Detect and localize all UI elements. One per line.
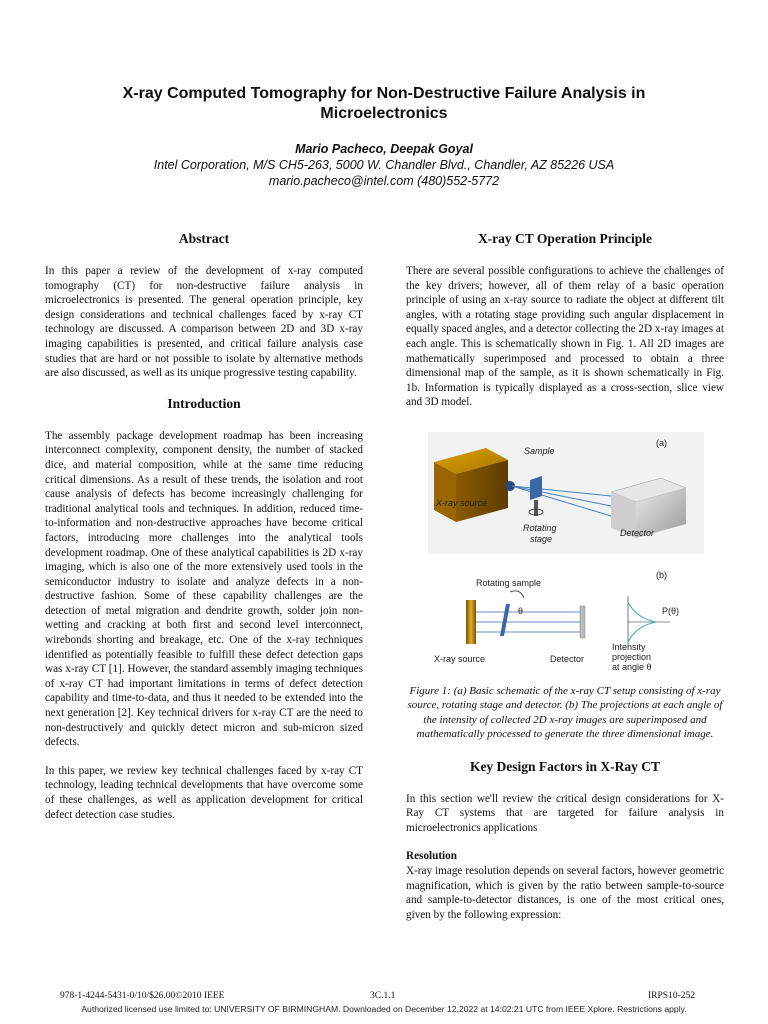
abstract-text: In this paper a review of the development of x-ray computed tomography (CT) for non-destructive failure analysis in microelectronics is presented. The general operation principle, key design considerations and technical challenges faced by x-ray CT technology are discussed. A comparison between 2D and 3D x-ray imaging capabilities is presented, and critical failure analysis case studies that are hard or not possible to isolate by alternative methods are also discussed, as well as its unique progressive testing capability. <box>45 265 363 380</box>
footer-isbn: 978-1-4244-5431-0/10/$26.00©2010 IEEE <box>60 991 225 1001</box>
xray-source-b <box>466 600 476 644</box>
figure-1-schematic <box>406 430 724 680</box>
design-factors-heading: Key Design Factors in X-Ray CT <box>469 758 661 774</box>
license-notice: Authorized licensed use limited to: UNIVERSITY OF BIRMINGHAM. Downloaded on December 12,2022 at 14:02:21 UTC from IEEE Xplore. Restrictions apply. <box>81 1004 687 1014</box>
label-stage: stage <box>530 533 553 544</box>
label-b: (b) <box>656 569 667 580</box>
detector-b <box>580 606 585 638</box>
introduction-paragraph-2: In this paper, we review key technical challenges faced by x-ray CT technology, leading technical developments that have overcome some of these challenges, as well as application development for critical defect detection case studies. <box>45 764 363 821</box>
label-at-angle: at angle θ <box>612 661 652 672</box>
author-names: Mario Pacheco, Deepak Goyal <box>295 142 473 156</box>
introduction-heading: Introduction <box>167 395 241 411</box>
label-a: (a) <box>656 437 667 448</box>
figure-1-caption: Figure 1: (a) Basic schematic of the x-ray CT setup consisting of x-ray source, rotating stage and detector. (b) The projections at each angle of the intensity of collected 2D x-ray images are superimposed and mathematically processed to generate the three dimensional image. <box>407 684 723 741</box>
author-affiliation: Intel Corporation, M/S CH5-263, 5000 W. Chandler Blvd., Chandler, AZ 85226 USA <box>153 158 615 172</box>
label-p-theta: P(θ) <box>662 605 680 616</box>
figure-1 <box>406 430 724 680</box>
label-rotating: Rotating <box>523 522 557 533</box>
resolution-subheading: Resolution <box>406 850 457 863</box>
footer-conference: IRPS10-252 <box>648 991 695 1001</box>
resolution-text: X-ray image resolution depends on several factors, however geometric magnification, which is given by the ratio between sample-to-source and sample-to-detector distances, is one of the most critical ones, given by the following expression: <box>406 864 724 921</box>
right-column <box>406 230 724 922</box>
label-intensity: Intensity <box>612 641 646 652</box>
abstract-heading: Abstract <box>178 231 230 246</box>
footer-page-code: 3C.1.1 <box>370 991 396 1001</box>
operation-heading: X-ray CT Operation Principle <box>477 231 653 246</box>
label-sample: Sample <box>524 445 555 456</box>
label-theta: θ <box>518 605 524 616</box>
label-projection: projection <box>612 651 652 662</box>
label-xray-source-a: X-ray source <box>436 497 488 508</box>
label-detector-a: Detector <box>620 527 655 538</box>
introduction-paragraph-1: The assembly package development roadmap has been increasing interconnect complexity, component density, the number of stacked dice, and material composition, while at the same time reducing critical dimensions. As a result of these trends, the isolation and root cause analysis of defects has become increasingly challenging for traditional analytical tools and techniques. In addition, reduced time-to-information and non-destructive approaches have become critical factors, introducing more challenges into the analytical tools development roadmap. One of these analytical capabilities is 2D x-ray imaging, which is also one of the more extensively used tools in the semiconductor industry to isolate and analyze defects in a non-destructive fashion. Some of these capability challenges are the detection of metal migration and dendrite growth, solder join non-wetting and cracking at both first and second level interconnect, wirebonds shorting and breakage, etc. One of the x-ray techniques identified as potentially feasible to fulfill these defect detection gaps was x-ray CT [1]. However, the standard assembly imaging techniques of x-ray CT had important limitations in terms of defect detection capability and time-to-data, and thus it needed to be extended into the next generation [2]. Key technical drivers for x-ray CT are the need to non-destructively and quickly detect micron and sub-micron sized defects. <box>45 429 363 749</box>
author-contact: mario.pacheco@intel.com (480)552-5772 <box>268 174 500 188</box>
design-factors-text: In this section we'll review the critical design considerations for X-Ray CT systems that are targeted for failure analysis in microelectronics applications <box>406 792 724 834</box>
author-block <box>60 141 708 189</box>
label-detector-b: Detector <box>550 653 585 664</box>
left-column <box>45 230 363 822</box>
paper-title: X-ray Computed Tomography for Non-Destructive Failure Analysis in Microelectronics <box>122 85 646 122</box>
label-rotating-sample: Rotating sample <box>476 577 542 588</box>
sample-plate <box>529 476 543 516</box>
label-xray-source-b: X-ray source <box>434 653 486 664</box>
operation-text: There are several possible configurations to achieve the challenges of the key drivers; however, all of them relay of a basic operation principle of using an x-ray source to radiate the object at different tilt angles, with a rotating stage providing such angular displacement in equally spaced angles, and a detector collecting the 2D x-ray images at each angle. This is schematically shown in Fig. 1. All 2D images are mathematically superimposed and processed to obtain a three dimensional map of the sample, as it is shown schematically in Fig. 1b. Information is typically displayed as a cross-section, slice view and 3D model. <box>406 265 724 409</box>
